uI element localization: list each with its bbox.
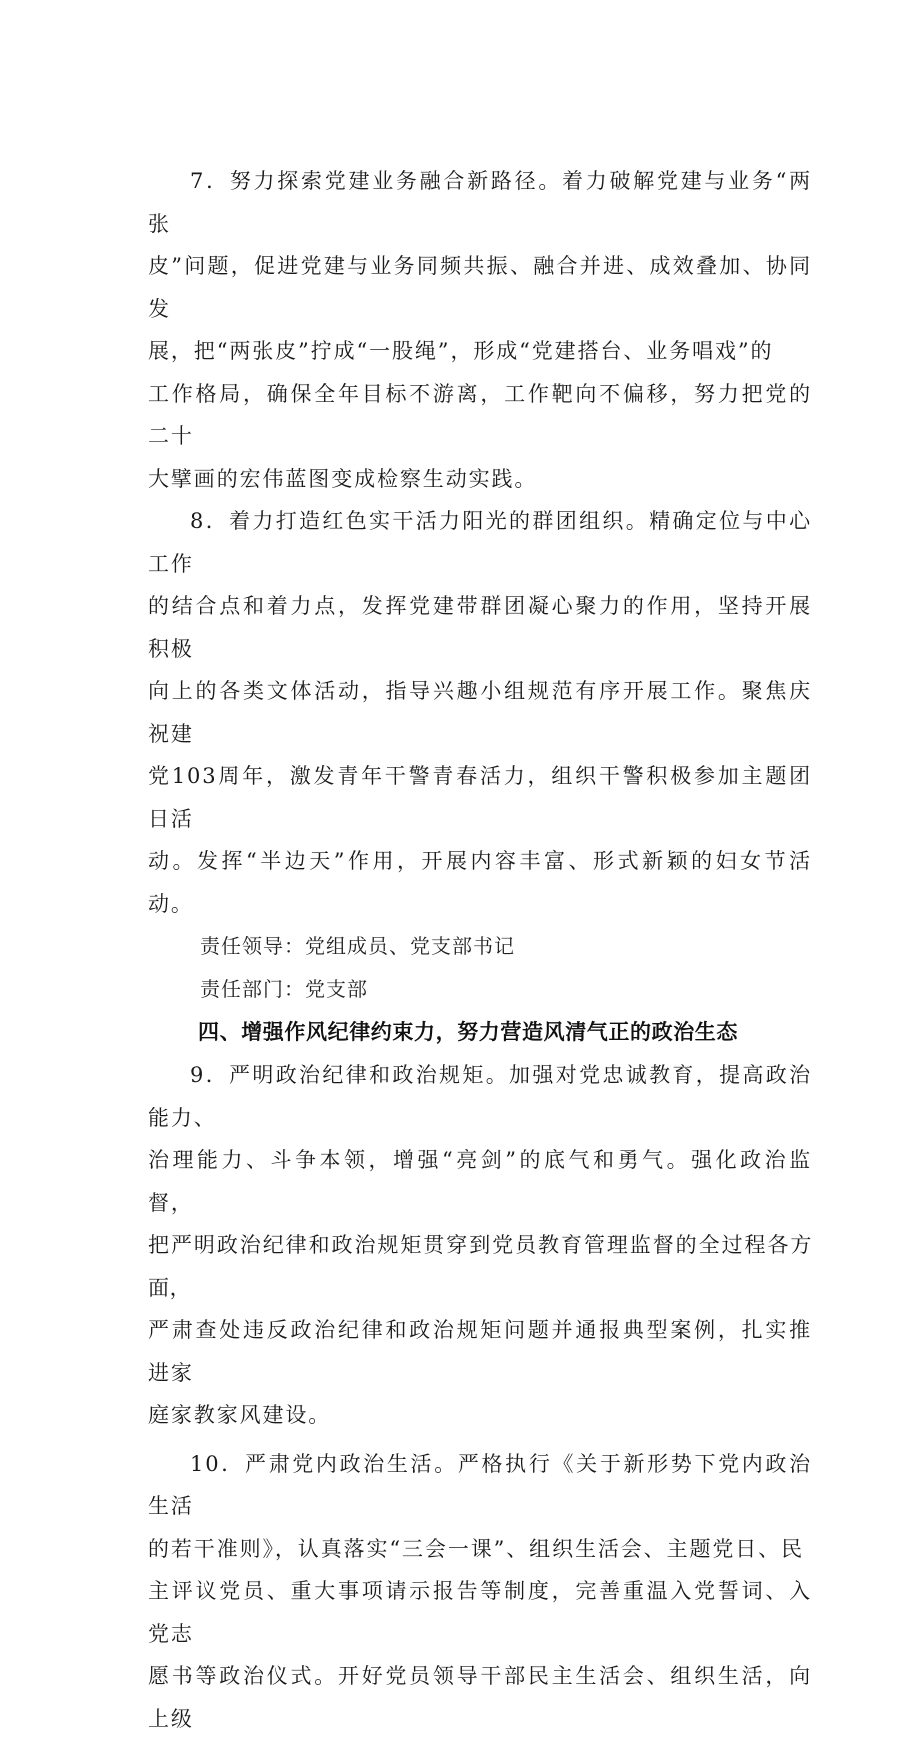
- responsible-department: 责任部门：党支部: [148, 968, 812, 1011]
- paragraph-line: 严肃查处违反政治纪律和政治规矩问题并通报典型案例，扎实推进家: [148, 1309, 812, 1394]
- paragraph-line: 10．严肃党内政治生活。严格执行《关于新形势下党内政治生活: [148, 1443, 812, 1528]
- paragraph-line: 主评议党员、重大事项请示报告等制度，完善重温入党誓词、入党志: [148, 1570, 812, 1655]
- paragraph-7: [148, 160, 812, 500]
- paragraph-line: 9．严明政治纪律和政治规矩。加强对党忠诚教育，提高政治能力、: [148, 1054, 812, 1139]
- paragraph-line: 7．努力探索党建业务融合新路径。着力破解党建与业务“两张: [148, 160, 812, 245]
- paragraph-line: 的若干准则》，认真落实“三会一课”、组织生活会、主题党日、民: [148, 1528, 812, 1571]
- responsible-leader: 责任领导：党组成员、党支部书记: [148, 925, 812, 968]
- paragraph-8: [148, 500, 812, 925]
- paragraph-line: 展，把“两张皮”拧成“一股绳”，形成“党建搭台、业务唱戏”的: [148, 330, 812, 373]
- paragraph-line: 皮”问题，促进党建与业务同频共振、融合并进、成效叠加、协同发: [148, 245, 812, 330]
- paragraph-line: 把严明政治纪律和政治规矩贯穿到党员教育管理监督的全过程各方面，: [148, 1224, 812, 1309]
- paragraph-line: 动。发挥“半边天”作用，开展内容丰富、形式新颖的妇女节活动。: [148, 840, 812, 925]
- paragraph-line: 向上的各类文体活动，指导兴趣小组规范有序开展工作。聚焦庆祝建: [148, 670, 812, 755]
- paragraph-10: [148, 1443, 812, 1740]
- paragraph-line: 治理能力、斗争本领，增强“亮剑”的底气和勇气。强化政治监督，: [148, 1139, 812, 1224]
- paragraph-line: 庭家教家风建设。: [148, 1394, 812, 1437]
- section-heading: 四、增强作风纪律约束力，努力营造风清气正的政治生态: [148, 1010, 812, 1054]
- paragraph-9: [148, 1054, 812, 1437]
- paragraph-line: 的结合点和着力点，发挥党建带群团凝心聚力的作用，坚持开展积极: [148, 585, 812, 670]
- paragraph-line: 党103周年，激发青年干警青春活力，组织干警积极参加主题团日活: [148, 755, 812, 840]
- paragraph-line: 8．着力打造红色实干活力阳光的群团组织。精确定位与中心工作: [148, 500, 812, 585]
- paragraph-line: 大擘画的宏伟蓝图变成检察生动实践。: [148, 458, 812, 501]
- paragraph-line: 工作格局，确保全年目标不游离，工作靶向不偏移，努力把党的二十: [148, 373, 812, 458]
- paragraph-line: 愿书等政治仪式。开好党员领导干部民主生活会、组织生活，向上级: [148, 1655, 812, 1740]
- document-body: [148, 160, 812, 1740]
